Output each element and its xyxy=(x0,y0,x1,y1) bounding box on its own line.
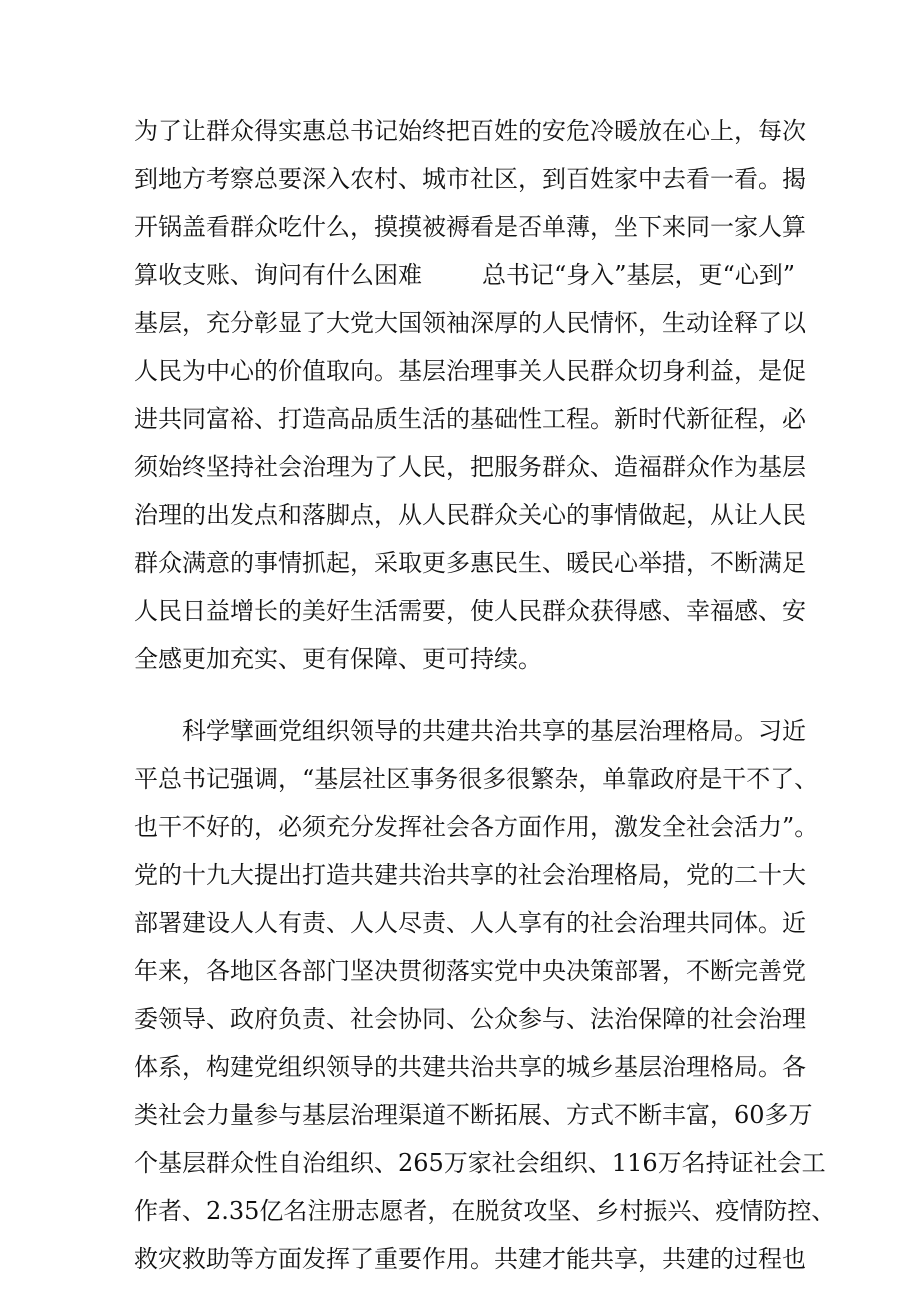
paragraph1-line-9: 治理的出发点和落脚点，从人民群众关心的事情做起，从让人民 xyxy=(134,501,806,529)
paragraph2-line-6: 年来，各地区各部门坚决贯彻落实党中央决策部署，不断完善党 xyxy=(134,957,806,985)
paragraph2-line-11: 作者、2.35亿名注册志愿者，在脱贫攻坚、乡村振兴、疫情防控、 xyxy=(134,1197,836,1225)
paragraph1-line-11: 人民日益增长的美好生活需要，使人民群众获得感、幸福感、安 xyxy=(134,597,806,625)
paragraph2-line-12: 救灾救助等方面发挥了重要作用。共建才能共享，共建的过程也 xyxy=(134,1245,806,1273)
paragraph1-line-6: 人民为中心的价值取向。基层治理事关人民群众切身利益，是促 xyxy=(134,357,806,385)
paragraph1-line-5: 基层，充分彰显了大党大国领袖深厚的人民情怀，生动诠释了以 xyxy=(134,309,806,337)
paragraph1-line-3: 开锅盖看群众吃什么，摸摸被褥看是否单薄，坐下来同一家人算 xyxy=(134,213,806,241)
paragraph1-line-8: 须始终坚持社会治理为了人民，把服务群众、造福群众作为基层 xyxy=(134,453,806,481)
paragraph1-line-4-head: 算收支账、询问有什么困难 xyxy=(134,261,422,289)
paragraph1-line-10: 群众满意的事情抓起，采取更多惠民生、暖民心举措，不断满足 xyxy=(134,549,806,577)
paragraph1-line-1: 为了让群众得实惠总书记始终把百姓的安危冷暖放在心上，每次 xyxy=(134,117,806,145)
paragraph2-line-5: 部署建设人人有责、人人尽责、人人享有的社会治理共同体。近 xyxy=(134,909,806,937)
paragraph2-line-7: 委领导、政府负责、社会协同、公众参与、法治保障的社会治理 xyxy=(134,1005,806,1033)
paragraph1-line-2: 到地方考察总要深入农村、城市社区，到百姓家中去看一看。揭 xyxy=(134,165,806,193)
paragraph2-line-3: 也干不好的，必须充分发挥社会各方面作用，激发全社会活力”。 xyxy=(134,813,819,841)
paragraph2-line-2: 平总书记强调，“基层社区事务很多很繁杂，单靠政府是干不了、 xyxy=(134,765,819,793)
paragraph1-line-12: 全感更加充实、更有保障、更可持续。 xyxy=(134,645,542,673)
paragraph1-line-4-tail: 总书记“身入”基层，更“心到” xyxy=(482,261,796,289)
paragraph2-line-1: 科学擘画党组织领导的共建共治共享的基层治理格局。习近 xyxy=(182,717,806,745)
paragraph2-line-10: 个基层群众性自治组织、265万家社会组织、116万名持证社会工 xyxy=(134,1149,826,1177)
paragraph2-line-4: 党的十九大提出打造共建共治共享的社会治理格局，党的二十大 xyxy=(134,861,806,889)
paragraph2-line-8: 体系，构建党组织领导的共建共治共享的城乡基层治理格局。各 xyxy=(134,1053,806,1081)
paragraph2-line-9: 类社会力量参与基层治理渠道不断拓展、方式不断丰富，60多万 xyxy=(134,1101,813,1129)
paragraph1-line-7: 进共同富裕、打造高品质生活的基础性工程。新时代新征程，必 xyxy=(134,405,806,433)
paragraph1-line-4 xyxy=(134,256,795,294)
